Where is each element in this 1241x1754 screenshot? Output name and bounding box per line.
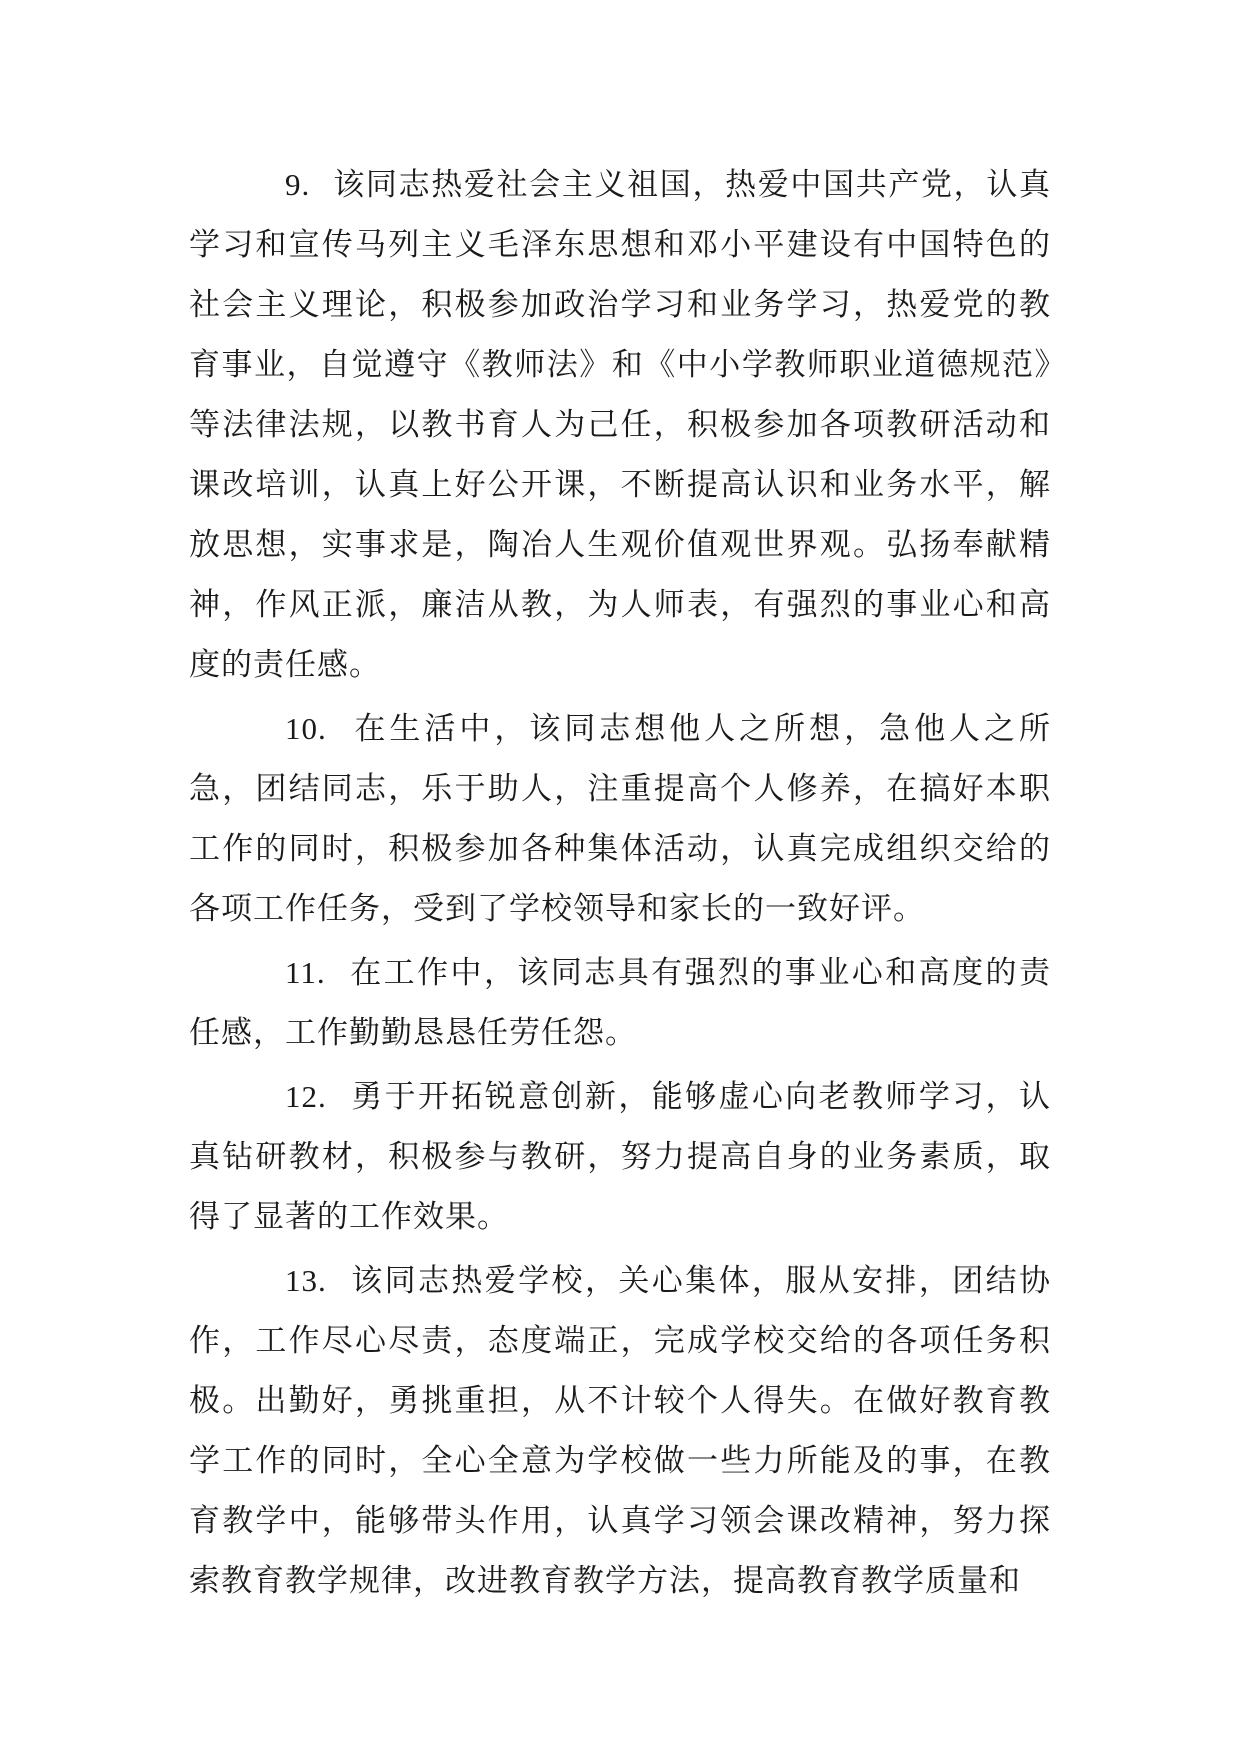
paragraph-text: 该同志热爱学校，关心集体，服从安排，团结协作，工作尽心尽责，态度端正，完成学校交给的各项任务积极。出勤好，勇挑重担，从不计较个人得失。在做好教育教学工作的同时，全心全意为学校做一些力所能及的事，在教育教学中，能够带头作用，认真学习领会课改精神，努力探索教育教学规律，改进教育教学方法，提高教育教学质量和	[189, 1263, 1051, 1599]
paragraph-10	[189, 699, 1051, 939]
paragraph-text: 在生活中，该同志想他人之所想，急他人之所急，团结同志，乐于助人，注重提高个人修养，在搞好本职工作的同时，积极参加各种集体活动，认真完成组织交给的各项工作任务，受到了学校领导和家长的一致好评。	[189, 711, 1051, 927]
paragraph-number: 13.	[285, 1263, 327, 1298]
paragraph-11	[189, 943, 1051, 1063]
paragraph-12	[189, 1067, 1051, 1247]
paragraph-number: 9.	[285, 167, 311, 202]
paragraph-13	[189, 1251, 1051, 1611]
paragraph-number: 10.	[285, 711, 327, 746]
paragraph-text: 该同志热爱社会主义祖国，热爱中国共产党，认真学习和宣传马列主义毛泽东思想和邓小平建设有中国特色的社会主义理论，积极参加政治学习和业务学习，热爱党的教育事业，自觉遵守《教师法》和《中小学教师职业道德规范》等法律法规，以教书育人为己任，积极参加各项教研活动和课改培训，认真上好公开课，不断提高认识和业务水平，解放思想，实事求是，陶冶人生观价值观世界观。弘扬奉献精神，作风正派，廉洁从教，为人师表，有强烈的事业心和高度的责任感。	[189, 167, 1051, 683]
paragraph-number: 11.	[285, 955, 326, 990]
paragraph-number: 12.	[285, 1079, 327, 1114]
document-body	[189, 155, 1051, 1615]
paragraph-text: 勇于开拓锐意创新，能够虚心向老教师学习，认真钻研教材，积极参与教研，努力提高自身的业务素质，取得了显著的工作效果。	[189, 1079, 1051, 1235]
paragraph-9	[189, 155, 1051, 695]
paragraph-text: 在工作中，该同志具有强烈的事业心和高度的责任感，工作勤勤恳恳任劳任怨。	[189, 955, 1051, 1051]
